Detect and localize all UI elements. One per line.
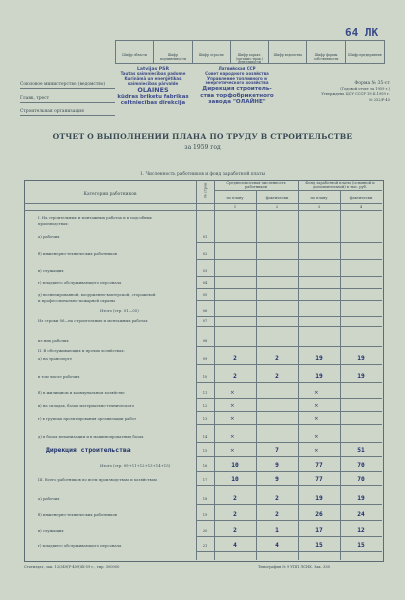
stamp1-line-3: saimniecības pārvalde: [127, 81, 179, 86]
subcol-header-2: по плану: [310, 196, 328, 200]
field-ministry: Союзовое министерство (ведомство): [20, 82, 106, 87]
cell-14-2: ×: [314, 390, 319, 396]
row-label-14: б) в жилищном и коммунальном хозяйстве: [38, 391, 125, 395]
row-code-4: 03: [202, 269, 208, 273]
stamp2-line-0: Латвийская ССР: [218, 66, 256, 71]
row-code-20: 17: [202, 478, 208, 482]
header-row-code: № строк: [203, 182, 208, 198]
row-label-20: III. Всего работников по всем производствам и хозяйствам: [38, 478, 157, 482]
cell-18-0: ×: [230, 448, 235, 454]
cell-12-2: 19: [315, 355, 323, 362]
subcol-header-0: по плану: [226, 196, 244, 200]
form-info-line-3: № 252/Р-45: [369, 97, 390, 102]
stamp2-line-3: энергетического хозяйства: [205, 80, 269, 86]
row-label-9: Из строки 06—на строительных и монтажных работах: [38, 319, 148, 323]
subcol-number-2: 3: [317, 205, 321, 209]
row-code-14: 11: [202, 391, 208, 395]
row-code-12: 09: [202, 357, 208, 361]
row-code-17: 14: [202, 435, 208, 439]
row-code-10: 08: [202, 339, 208, 343]
row-label-5: г) младшего обслуживающего персонала: [38, 281, 122, 285]
row-label-23: в) служащих: [38, 529, 64, 533]
stamp1-line-5: kūdras briketu fabrikas: [117, 94, 189, 100]
cell-21-1: 2: [275, 495, 279, 502]
row-15-typed-label: Дирекция строительства: [46, 446, 131, 454]
row-label-7: и профессионально-пожарной охраны: [38, 299, 115, 303]
cell-19-3: 70: [357, 462, 365, 469]
cell-24-3: 15: [357, 542, 365, 549]
header-category: Категории работников: [83, 192, 137, 197]
code-box-5: Шифр формы собственности: [307, 41, 345, 63]
header-headcount: Среднесписочная численность работников: [226, 181, 286, 190]
cell-14-0: ×: [230, 390, 235, 396]
footer-left: Статиздат, зак. 13/349(У-409)IX-59 г., тир. 300000: [24, 565, 120, 569]
stamp1-line-6: celtniecības direkcija: [120, 100, 186, 107]
cell-20-2: 77: [315, 476, 323, 483]
code-boxes: [115, 40, 385, 64]
row-label-2: а) рабочих: [38, 235, 60, 239]
report-title: ОТЧЕТ О ВЫПОЛНЕНИИ ПЛАНА ПО ТРУДУ В СТРОИТЕЛЬСТВЕ: [52, 132, 353, 141]
cell-12-1: 2: [275, 355, 279, 362]
row-code-15: 12: [202, 404, 208, 408]
row-label-4: в) служащих: [38, 269, 64, 273]
cell-19-0: 10: [231, 462, 239, 469]
cell-24-2: 15: [315, 542, 323, 549]
form-info-line-1: (Годовой отчет за 1959 г.): [340, 87, 390, 92]
cell-18-3: 51: [357, 447, 365, 454]
form-info-line-2: Утверждена ЦСУ СССР 19.II.1959 г.: [321, 92, 390, 97]
cell-22-3: 24: [357, 511, 365, 518]
cell-22-1: 2: [275, 511, 279, 518]
row-label-12: а) на транспорте: [38, 357, 72, 361]
row-label-24: г) младшего обслуживающего персонала: [38, 544, 122, 548]
cell-21-3: 19: [357, 495, 365, 502]
row-label-19: Итого (стр. 09+11+12+13+14+15): [100, 464, 171, 468]
cell-16-2: ×: [314, 416, 319, 422]
row-code-24: 21: [202, 544, 208, 548]
cell-22-2: 26: [315, 511, 323, 518]
cell-17-0: ×: [230, 434, 235, 440]
row-label-11: II. В обслуживающих и прочих хозяйствах:: [38, 349, 125, 353]
cell-21-0: 2: [233, 495, 237, 502]
row-label-0: I. На строительных и монтажных работах и в подсобных: [38, 216, 152, 220]
row-label-13: в том числе рабочих: [38, 375, 80, 379]
field-glavk: Главк, трест: [20, 96, 50, 101]
row-label-1: производствах:: [38, 222, 69, 226]
stamp1-line-2: Kurināmā un enerģētikas: [124, 76, 182, 82]
cell-13-1: 2: [275, 373, 279, 380]
row-code-8: 06: [202, 309, 208, 313]
cell-15-2: ×: [314, 403, 319, 409]
cell-22-0: 2: [233, 511, 237, 518]
row-label-15: в) на складах, базах материально-технического: [38, 404, 135, 408]
section-heading: 1. Численность работников и фонд заработной платы: [140, 172, 265, 177]
row-label-8: Итого (стр. 01—05): [100, 309, 139, 313]
row-code-3: 02: [202, 252, 208, 256]
cell-15-0: ×: [230, 403, 235, 409]
subcol-header-1: фактически: [265, 196, 289, 200]
cell-24-0: 4: [233, 542, 237, 549]
row-label-3: б) инженерно-технических работников: [38, 252, 117, 256]
cell-23-0: 2: [233, 527, 237, 534]
cell-13-3: 19: [357, 373, 365, 380]
cell-16-0: ×: [230, 416, 235, 422]
subcol-header-3: фактически: [349, 196, 373, 200]
row-label-6: д) военизированной, вооруженно-вахтерской, сторожевой: [38, 293, 156, 297]
form-info: [300, 82, 390, 103]
cell-19-1: 9: [275, 462, 279, 469]
stamp1-line-1: Tautas saimniecības padome: [120, 71, 186, 77]
report-year: за 1959 год: [184, 144, 221, 151]
cell-18-1: 7: [275, 447, 279, 454]
row-code-9: 07: [202, 319, 208, 323]
stamp1-line-0: Latvijas PSR: [136, 67, 169, 72]
row-code-2: 01: [202, 235, 208, 239]
row-label-10: из них рабочих: [38, 339, 69, 343]
row-label-16: г) в группах проектирования организации работ: [38, 417, 137, 421]
organization-stamp-russian: [196, 67, 278, 105]
row-code-18: 15: [202, 449, 208, 453]
cell-20-0: 10: [231, 476, 239, 483]
cell-13-2: 19: [315, 373, 323, 380]
cell-20-3: 70: [357, 476, 365, 483]
cell-23-3: 12: [357, 527, 365, 534]
cell-12-0: 2: [233, 355, 237, 362]
row-code-22: 19: [202, 513, 208, 517]
field-organization: Строительная организация: [20, 109, 84, 114]
stamp2-line-2: Управление топливного и: [207, 75, 267, 81]
footer-right: Типография № 9 УПП ЛСНХ. Зак. 338: [258, 565, 330, 569]
row-label-21: а) рабочих: [38, 497, 60, 501]
code-box-6: Шифр предприятия: [348, 53, 382, 57]
subcol-number-1: 2: [275, 205, 279, 209]
code-box-1: Шифр подчиненности: [154, 41, 192, 63]
row-code-21: 18: [202, 497, 208, 501]
stamp1-line-4: OLAINES: [137, 85, 169, 94]
row-code-6: 05: [202, 293, 208, 297]
cell-19-2: 77: [315, 462, 323, 469]
form-info-line-0: Форма № 35-ст: [354, 81, 390, 86]
organization-stamp-latvian: [112, 67, 194, 106]
stamp2-line-1: Совет народного хозяйства: [205, 70, 269, 76]
stamp2-line-5: ства торфобрикетного: [200, 92, 274, 99]
row-code-23: 20: [202, 529, 208, 533]
code-box-4: Шифр ведомства: [269, 41, 307, 63]
code-box-0: Шифр области: [116, 41, 154, 63]
row-code-13: 10: [202, 375, 208, 379]
cell-23-2: 17: [315, 527, 323, 534]
cell-23-1: 1: [275, 527, 279, 534]
row-code-5: 04: [202, 281, 208, 285]
stamp2-line-4: Дирекция строитель-: [202, 86, 272, 93]
cell-12-3: 19: [357, 355, 365, 362]
code-box-3: Шифр характ. (организ.-прав.) деятельности: [231, 41, 269, 63]
cell-20-1: 9: [275, 476, 279, 483]
cell-13-0: 2: [233, 373, 237, 380]
cell-21-2: 19: [315, 495, 323, 502]
cell-24-1: 4: [275, 542, 279, 549]
cell-17-2: ×: [314, 434, 319, 440]
row-code-19: 16: [202, 464, 208, 468]
code-box-2: Шифр отрасли: [193, 41, 231, 63]
row-label-17: д) в базах механизации и в машинопрокатных базах: [38, 435, 144, 439]
handwritten-number: 64 ЛК: [345, 26, 379, 39]
row-label-22: б) инженерно-технических работников: [38, 513, 117, 517]
row-code-16: 13: [202, 417, 208, 421]
subcol-number-0: 1: [233, 205, 237, 209]
stamp2-line-6: завода "ОЛАЙНЕ": [208, 99, 266, 105]
cell-18-2: ×: [314, 448, 319, 454]
subcol-number-3: 4: [359, 205, 363, 209]
header-wage-fund: Фонд заработной платы (основной и дополнительной) в тыс. руб.: [305, 181, 375, 190]
